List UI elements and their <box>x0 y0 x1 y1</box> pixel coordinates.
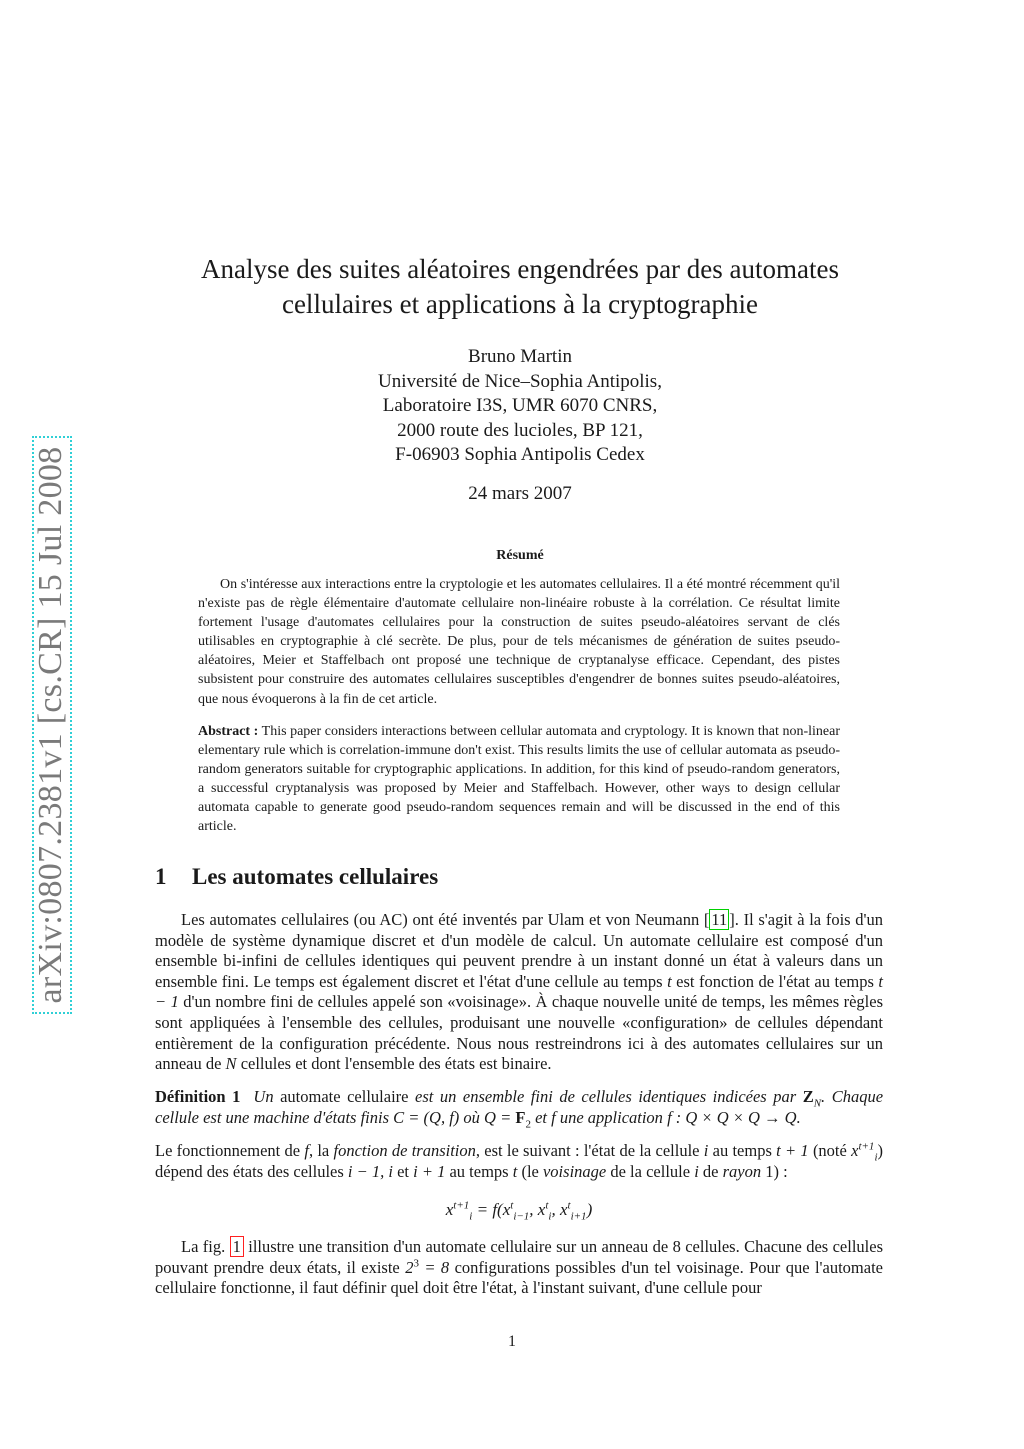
page-number: 1 <box>508 1333 516 1350</box>
citation-link[interactable]: 11 <box>711 910 728 929</box>
math-var: f <box>304 1141 309 1160</box>
text-run: et <box>392 1161 414 1181</box>
section-number: 1 <box>155 864 167 889</box>
text-run: cellules et dont l'ensemble des états est binaire. <box>236 1054 552 1074</box>
math-sub: i−1 <box>513 1210 530 1223</box>
math-sub: N <box>813 1097 822 1110</box>
math-sup: t <box>567 1199 571 1212</box>
text-run: . Chaque cellule est une machine d'états finis <box>155 1087 884 1127</box>
affiliation-line: F-06903 Sophia Antipolis Cedex <box>395 444 645 465</box>
text-run: une application <box>555 1107 668 1127</box>
math-sup: t+1 <box>858 1140 875 1153</box>
text-run: rayon <box>722 1161 762 1181</box>
text-run: illustre une transition d'un automate cellulaire sur un anneau de 8 cellules. Chacune des cellules pouvant prendre deux états, il existe <box>155 1237 883 1277</box>
arxiv-sidebar <box>10 436 70 1014</box>
text-run: de <box>698 1161 723 1181</box>
math-var: i <box>694 1161 699 1181</box>
definition-label: Définition 1 <box>155 1087 241 1106</box>
text-run: et <box>530 1107 552 1127</box>
section-paragraph-2 <box>155 1141 883 1182</box>
text-run: (noté <box>808 1141 852 1160</box>
text-run: de la cellule <box>606 1161 695 1181</box>
text-run: ) dépend des états des cellules <box>155 1141 883 1181</box>
math-expr: , <box>529 1200 538 1219</box>
text-run: d'un nombre fini de cellules appelé son «voisinage». À chaque nouvelle unité de temps, les mêmes règles sont appliquées à l'ensemble des cellules, produisant une nouvelle «configuration» de cellules dépendant entièrement de la configuration précédente. Nous nous restreindrons ici à des automates cellulaires sur un anneau de <box>155 992 883 1074</box>
math-var: t <box>667 971 672 991</box>
math-expr: i + 1 <box>413 1161 446 1181</box>
math-set: Z <box>802 1087 814 1106</box>
abstract-en-text: This paper considers interactions between cellular automata and cryptology. It is known that non-linear elementary rule which is correlation-immune don't exist. This results limits the use of cellular automata as pseudo-random generators suitable for cryptographic applications. In addition, for this kind of pseudo-random generators, a successful cryptanalysis was proposed by Meier and Staffelbach. However, other ways to design cellular automata capable to generate good pseudo-random sequences remain and will be discussed in the end of this article. <box>198 724 841 835</box>
abstract-fr: On s'intéresse aux interactions entre la cryptologie et les automates cellulaires. Il a été montré récemment qu'il n'existe pas de règle élémentaire d'automate cellulaire non-linéaire robuste à la corrélation. Ce résultat limite fortement l'usage d'automates cellulaires pour la construction de suites pseudo-aléatoires servant de clés utilisables en cryptographie à clé secrète. De plus, pour de tels mécanismes de génération de suites pseudo-aléatoires, Meier et Staffelbach ont proposé une technique de cryptanalyse efficace. Cependant, des pistes subsistent pour construire des automates cellulaires susceptibles d'engendrer de bonnes suites pseudo-aléatoires, que nous évoquerons à la fin de cet article. <box>198 577 840 707</box>
section-title: Les automates cellulaires <box>192 864 439 889</box>
math-expr: Q = <box>484 1107 516 1127</box>
arxiv-id: arXiv:0807.2381v1 [cs.CR] 15 Jul 2008 <box>32 446 69 1004</box>
paper-date: 24 mars 2007 <box>468 483 572 504</box>
math-sup: t <box>545 1199 549 1212</box>
text-run: ]. Il s'agit à la fois d'un modèle de système dynamique discret et d'un modèle de calcul. Un automate cellulaire est composé d'un ensemble bi-infini de cellules identiques qui peuvent prendre à un instant donné un état à valeurs dans un ensemble fini. Le temps est également discret et l'état d'une cellule au temps <box>155 910 883 991</box>
math-sup: t <box>510 1199 514 1212</box>
math-set: F <box>515 1107 526 1127</box>
text-run: où <box>459 1107 485 1127</box>
math-var: N <box>225 1054 237 1074</box>
math-var: x <box>537 1200 546 1219</box>
math-expr: i − 1, i <box>347 1161 393 1181</box>
math-expr: t + 1 <box>776 1141 809 1160</box>
affiliation-line: Université de Nice–Sophia Antipolis, <box>378 370 662 392</box>
text-run: (le <box>517 1161 543 1181</box>
math-var: x <box>851 1141 859 1160</box>
text-run: 1) : <box>761 1161 788 1181</box>
math-expr: 2 <box>405 1257 414 1277</box>
math-sup: t+1 <box>453 1199 470 1212</box>
text-run: , la <box>308 1141 334 1160</box>
math-sub: i <box>548 1210 552 1223</box>
math-var: x <box>445 1200 454 1219</box>
abstract-en <box>198 722 840 837</box>
math-expr: = 8 <box>418 1257 450 1277</box>
text-run: Le fonctionnement de <box>155 1141 305 1160</box>
text-run: configurations possibles d'un tel voisinage. Pour que l'automate cellulaire fonctionne, il faut définir quel doit être l'état, à l'instant suivant, d'une cellule pour <box>155 1257 883 1298</box>
abstract-en-label: Abstract : <box>198 724 259 739</box>
text-run: au temps <box>445 1161 513 1181</box>
math-sub: 2 <box>525 1117 531 1130</box>
abstract-heading: Résumé <box>496 548 544 563</box>
math-expr: t − 1 <box>155 971 883 1012</box>
math-expr: f : Q × Q × Q → Q. <box>667 1107 801 1127</box>
math-expr: = f( <box>472 1200 503 1219</box>
figure-ref-link[interactable]: 1 <box>230 1236 244 1257</box>
text-run: Les automates cellulaires (ou AC) ont été inventés par Ulam et von Neumann [ <box>181 910 710 929</box>
math-expr: , <box>551 1200 560 1219</box>
affiliation-line: Laboratoire I3S, UMR 6070 CNRS, <box>382 395 658 416</box>
math-var: i <box>703 1141 709 1160</box>
transition-equation <box>155 1199 883 1223</box>
section-paragraph-1 <box>155 910 883 1075</box>
math-var: x <box>559 1200 568 1219</box>
title-line-1: Analyse des suites aléatoires engendrées par des automates <box>200 254 840 284</box>
text-run: fonction de transition <box>333 1141 476 1160</box>
section-heading <box>155 864 438 890</box>
math-var: x <box>502 1200 511 1219</box>
text-run: Un <box>253 1087 274 1106</box>
author-block <box>260 345 780 468</box>
math-expr: C = (Q, f) <box>393 1107 460 1127</box>
math-sub: i <box>469 1210 473 1223</box>
text-run: automate cellulaire <box>280 1087 409 1106</box>
text-run: est un ensemble fini de cellules identiques indicées par <box>415 1087 803 1106</box>
math-sub: i+1 <box>570 1210 587 1223</box>
math-expr: ) <box>586 1200 593 1219</box>
text-run: La fig. <box>181 1237 230 1256</box>
text-run: est fonction de l'état au temps <box>671 971 879 991</box>
definition-1 <box>155 1087 883 1128</box>
author-name: Bruno Martin <box>468 346 572 367</box>
affiliation-line: 2000 route des lucioles, BP 121, <box>397 419 643 441</box>
text-run: voisinage <box>542 1161 607 1181</box>
text-run: au temps <box>708 1141 777 1160</box>
title-line-2: cellulaires et applications à la cryptographie <box>281 289 759 319</box>
section-paragraph-3 <box>155 1237 883 1299</box>
paper-title <box>130 252 910 322</box>
text-run: , est le suivant : l'état de la cellule <box>475 1141 704 1160</box>
math-var: t <box>512 1161 518 1181</box>
math-var: f <box>551 1107 556 1127</box>
math-sub: i <box>874 1151 878 1164</box>
math-sup: 3 <box>413 1257 419 1270</box>
